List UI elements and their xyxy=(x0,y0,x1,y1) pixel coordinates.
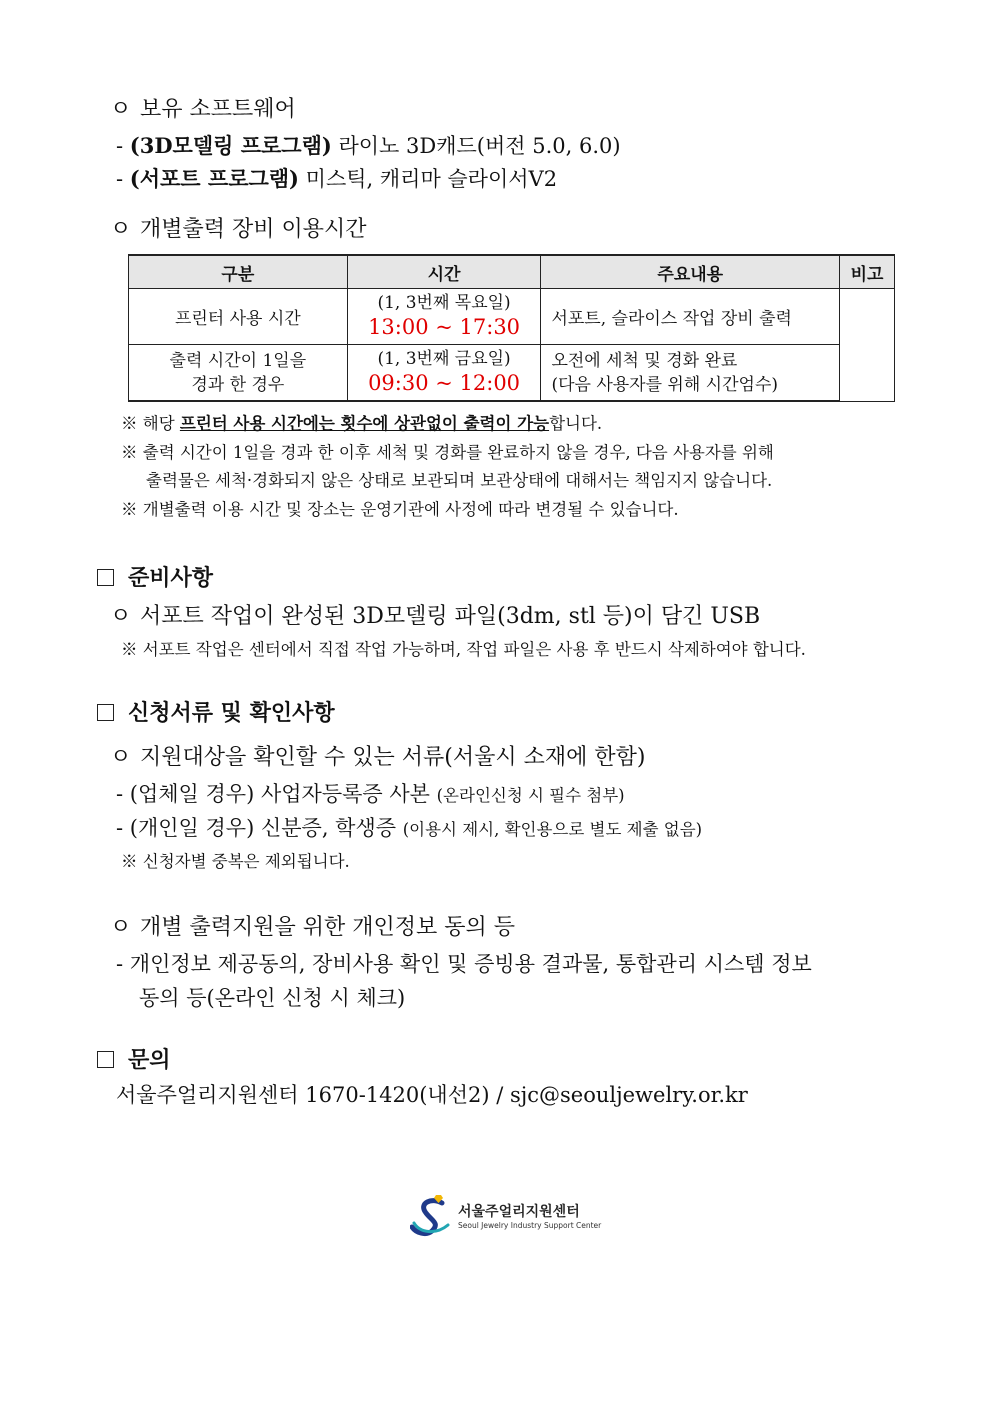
row-category: 프린터 사용 시간 xyxy=(129,289,348,345)
note-1: ※ 해당 프린터 사용 시간에는 횟수에 상관없이 출력이 가능합니다. xyxy=(121,414,603,433)
header-content: 주요내용 xyxy=(541,255,840,289)
docs-note: ※ 신청자별 중복은 제외됩니다. xyxy=(121,852,350,871)
prep-item: ㅇ 서포트 작업이 완성된 3D모델링 파일(3dm, stl 등)이 담긴 USB xyxy=(110,599,760,630)
row-time: (1, 3번째 목요일) 13:00 ~ 17:30 xyxy=(347,289,541,345)
header-time: 시간 xyxy=(347,255,541,289)
note-3: ※ 개별출력 이용 시간 및 장소는 운영기관에 사정에 따라 변경될 수 있습니다. xyxy=(121,500,679,519)
circle-bullet: ㅇ xyxy=(110,97,132,122)
header-remarks: 비고 xyxy=(840,255,895,289)
remarks-cell xyxy=(840,289,895,402)
prep-note: ※ 서포트 작업은 센터에서 직접 작업 가능하며, 작업 파일은 사용 후 반드시 삭제하여야 합니다. xyxy=(121,640,806,659)
logo-s-icon xyxy=(410,1193,456,1239)
logo-title: 서울주얼리지원센터 xyxy=(458,1204,580,1220)
logo-subtitle: Seoul Jewelry Industry Support Center xyxy=(458,1221,602,1230)
row-content: 서포트, 슬라이스 작업 장비 출력 xyxy=(541,289,840,345)
table-header-row xyxy=(129,255,895,289)
table-row xyxy=(129,345,895,402)
docs-heading-2: ㅇ 개별 출력지원을 위한 개인정보 동의 등 xyxy=(110,910,515,941)
checkbox-square-icon xyxy=(97,569,114,586)
section-prep-title: 준비사항 xyxy=(97,561,213,592)
row-category: 출력 시간이 1일을 경과 한 경우 xyxy=(129,345,348,402)
consent-line-1: - 개인정보 제공동의, 장비사용 확인 및 증빙용 결과물, 통합관리 시스템 정보 xyxy=(116,952,812,976)
circle-bullet: ㅇ xyxy=(110,217,132,242)
table-row xyxy=(129,289,895,345)
consent-line-2: 동의 등(온라인 신청 시 체크) xyxy=(139,986,406,1010)
seoul-jewelry-logo xyxy=(410,1193,602,1239)
note-2: ※ 출력 시간이 1일을 경과 한 이후 세척 및 경화를 완료하지 않을 경우, 다음 사용자를 위해 xyxy=(121,443,774,462)
checkbox-square-icon xyxy=(97,704,114,721)
section-contact-title: 문의 xyxy=(97,1043,171,1074)
docs-heading-1: ㅇ 지원대상을 확인할 수 있는 서류(서울시 소재에 한함) xyxy=(110,740,645,771)
checkbox-square-icon xyxy=(97,1051,114,1068)
software-item-modeling: - (3D모델링 프로그램) 라이노 3D캐드(버전 5.0, 6.0) xyxy=(116,133,621,158)
circle-bullet: ㅇ xyxy=(110,604,132,629)
circle-bullet: ㅇ xyxy=(110,915,132,940)
hours-heading: ㅇ 개별출력 장비 이용시간 xyxy=(110,212,367,243)
row-time: (1, 3번째 금요일) 09:30 ~ 12:00 xyxy=(347,345,541,402)
software-heading: ㅇ 보유 소프트웨어 xyxy=(110,92,296,123)
header-category: 구분 xyxy=(129,255,348,289)
docs-item-business: - (업체일 경우) 사업자등록증 사본 (온라인신청 시 필수 첨부) xyxy=(116,782,625,806)
docs-item-individual: - (개인일 경우) 신분증, 학생증 (이용시 제시, 확인용으로 별도 제출 없음) xyxy=(116,816,703,840)
schedule-table xyxy=(128,254,895,402)
row-content: 오전에 세척 및 경화 완료 (다음 사용자를 위해 시간엄수) xyxy=(541,345,840,402)
note-2-cont: 출력물은 세척·경화되지 않은 상태로 보관되며 보관상태에 대해서는 책임지지 않습니다. xyxy=(146,471,773,490)
section-docs-title: 신청서류 및 확인사항 xyxy=(97,696,335,727)
contact-text: 서울주얼리지원센터 1670-1420(내선2) / sjc@seouljewelry.or.kr xyxy=(116,1083,748,1107)
circle-bullet: ㅇ xyxy=(110,745,132,770)
software-item-support: - (서포트 프로그램) 미스틱, 캐리마 슬라이서V2 xyxy=(116,166,558,191)
